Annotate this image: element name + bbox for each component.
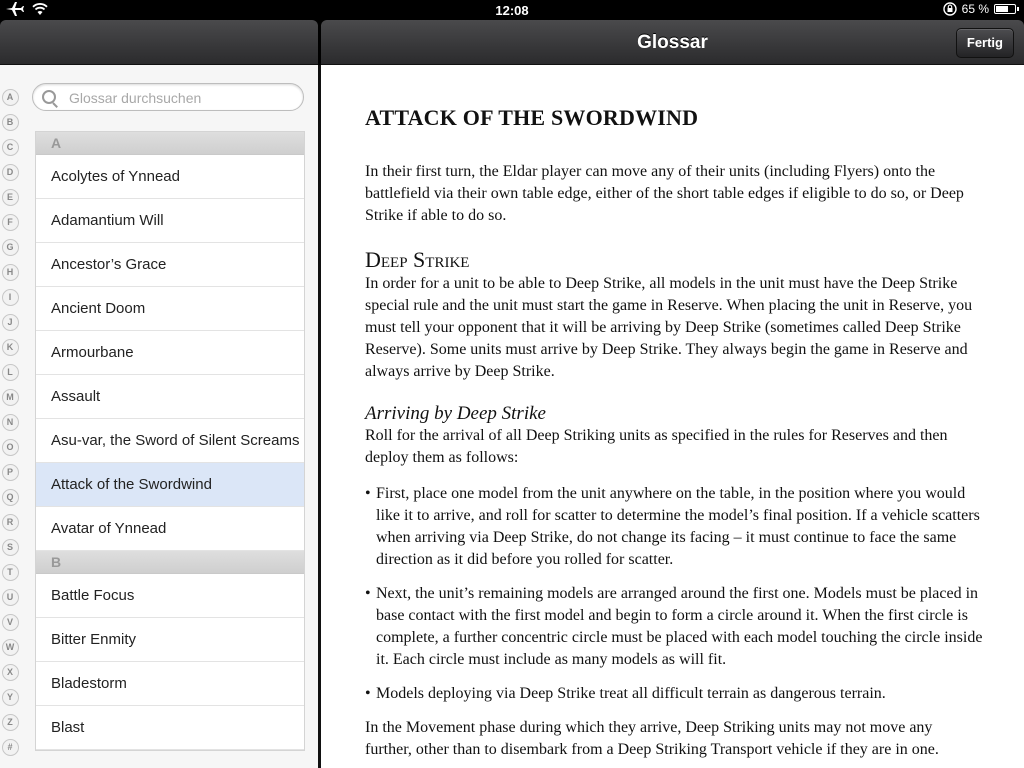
list-item[interactable]: Bladestorm: [36, 662, 304, 706]
index-letter[interactable]: [0, 410, 20, 435]
index-letter[interactable]: [0, 110, 20, 135]
index-letter-label: D: [2, 164, 19, 181]
index-letter[interactable]: [0, 460, 20, 485]
list-item[interactable]: Battle Focus: [36, 574, 304, 618]
list-item[interactable]: Armourbane: [36, 331, 304, 375]
list-item[interactable]: Asu-var, the Sword of Silent Screams: [36, 419, 304, 463]
index-letter-label: J: [2, 314, 19, 331]
index-letter[interactable]: [0, 710, 20, 735]
index-letter[interactable]: [0, 385, 20, 410]
index-letter[interactable]: [0, 435, 20, 460]
movement-paragraph: In the Movement phase during which they arrive, Deep Striking units may not move any further, other than to disembark from a Deep Striking Transport vehicle if they are in one.: [365, 719, 939, 758]
index-letter-label: K: [2, 339, 19, 356]
section-header: A: [36, 132, 304, 155]
index-letter[interactable]: [0, 660, 20, 685]
search-icon: [42, 90, 56, 104]
index-letter-label: V: [2, 614, 19, 631]
list-item[interactable]: Blast: [36, 706, 304, 750]
index-letter[interactable]: [0, 210, 20, 235]
rotation-lock-icon: [943, 2, 957, 16]
list-item[interactable]: Attack of the Swordwind: [36, 463, 304, 507]
index-letter[interactable]: [0, 235, 20, 260]
page-title: Glossar: [637, 32, 708, 53]
glossary-list[interactable]: [35, 131, 305, 751]
index-letter-label: Q: [2, 489, 19, 506]
article-view[interactable]: [321, 65, 1024, 768]
section-header: B: [36, 551, 304, 574]
index-letter-label: X: [2, 664, 19, 681]
index-letter[interactable]: [0, 610, 20, 635]
index-letter-label: Y: [2, 689, 19, 706]
index-letter-label: B: [2, 114, 19, 131]
heading-deep-strike: Deep Strike: [365, 247, 470, 272]
search-input[interactable]: [67, 87, 296, 109]
index-letter[interactable]: [0, 185, 20, 210]
status-right: [943, 2, 1016, 16]
index-letter[interactable]: [0, 585, 20, 610]
index-letter-label: A: [2, 89, 19, 106]
clock: 12:08: [495, 3, 529, 18]
index-letter[interactable]: [0, 160, 20, 185]
index-letter[interactable]: [0, 735, 20, 760]
battery-percent: 65 %: [961, 2, 989, 16]
index-letter-label: Z: [2, 714, 19, 731]
content-navbar: [321, 20, 1024, 65]
status-bar: [0, 0, 1024, 20]
article-intro: In their first turn, the Eldar player can move any of their units (including Flyers) onto the battlefield via their own table edge, either of the short table edges if eligible to do so, or Deep Strike if able to do so.: [365, 163, 964, 224]
index-letter-label: S: [2, 539, 19, 556]
section-index[interactable]: [0, 85, 20, 760]
index-letter-label: E: [2, 189, 19, 206]
list-item[interactable]: Ancient Doom: [36, 287, 304, 331]
heading-arriving: Arriving by Deep Strike: [365, 403, 546, 424]
index-letter-label: G: [2, 239, 19, 256]
index-letter[interactable]: [0, 135, 20, 160]
index-letter[interactable]: [0, 635, 20, 660]
bullet-item: • First, place one model from the unit anywhere on the table, in the position where you would like it to arrive, and roll for scatter to determine the model’s final position. If a vehicle scatters when arriving via Deep Strike, do not change its facing – it must continue to face the same direction as it did before you rolled for scatter.: [365, 483, 983, 571]
list-item[interactable]: Ancestor’s Grace: [36, 243, 304, 287]
index-letter-label: I: [2, 289, 19, 306]
list-item[interactable]: Acolytes of Ynnead: [36, 155, 304, 199]
battery-icon: [994, 4, 1016, 14]
index-letter[interactable]: [0, 285, 20, 310]
index-letter-label: C: [2, 139, 19, 156]
index-letter-label: U: [2, 589, 19, 606]
index-letter-label: P: [2, 464, 19, 481]
index-letter[interactable]: [0, 310, 20, 335]
index-letter[interactable]: [0, 685, 20, 710]
index-letter[interactable]: [0, 360, 20, 385]
done-button[interactable]: Fertig: [956, 28, 1014, 58]
list-item[interactable]: Avatar of Ynnead: [36, 507, 304, 551]
index-letter-label: T: [2, 564, 19, 581]
index-letter-label: R: [2, 514, 19, 531]
index-letter-label: H: [2, 264, 19, 281]
index-letter-label: #: [2, 739, 19, 756]
index-letter[interactable]: [0, 510, 20, 535]
index-letter-label: O: [2, 439, 19, 456]
sidebar-navbar: [0, 20, 318, 65]
index-letter-label: N: [2, 414, 19, 431]
list-item[interactable]: Bitter Enmity: [36, 618, 304, 662]
index-letter-label: M: [2, 389, 19, 406]
list-item[interactable]: Assault: [36, 375, 304, 419]
index-letter[interactable]: [0, 260, 20, 285]
index-letter[interactable]: [0, 560, 20, 585]
glossary-sidebar: [0, 65, 318, 768]
index-letter[interactable]: [0, 335, 20, 360]
index-letter-label: L: [2, 364, 19, 381]
search-bar[interactable]: [32, 83, 304, 111]
index-letter-label: F: [2, 214, 19, 231]
index-letter[interactable]: [0, 535, 20, 560]
index-letter-label: W: [2, 639, 19, 656]
bullet-item: • Models deploying via Deep Strike treat all difficult terrain as dangerous terrain.: [365, 683, 983, 705]
list-item[interactable]: Adamantium Will: [36, 199, 304, 243]
article-title: ATTACK OF THE SWORDWIND: [365, 105, 699, 130]
deep-strike-paragraph: In order for a unit to be able to Deep Strike, all models in the unit must have the Deep Strike special rule and the unit must start the game in Reserve. When placing the unit in Reserve, you must tell your opponent that it will be arriving by Deep Strike (sometimes called Deep Strike Reserve). Some units must arrive by Deep Strike. They always begin the game in Reserve and always arrive by Deep Strike.: [365, 275, 973, 380]
bullet-item: • Next, the unit’s remaining models are arranged around the first one. Models must be placed in base contact with the first model and begin to form a circle around it. When the first circle is complete, a further concentric circle must be placed with each model touching the circle inside it. Each circle must include as many models as will fit.: [365, 583, 983, 671]
arriving-paragraph: Roll for the arrival of all Deep Striking units as specified in the rules for Reserves and then deploy them as follows:: [365, 427, 948, 466]
index-letter[interactable]: [0, 485, 20, 510]
index-letter[interactable]: [0, 85, 20, 110]
